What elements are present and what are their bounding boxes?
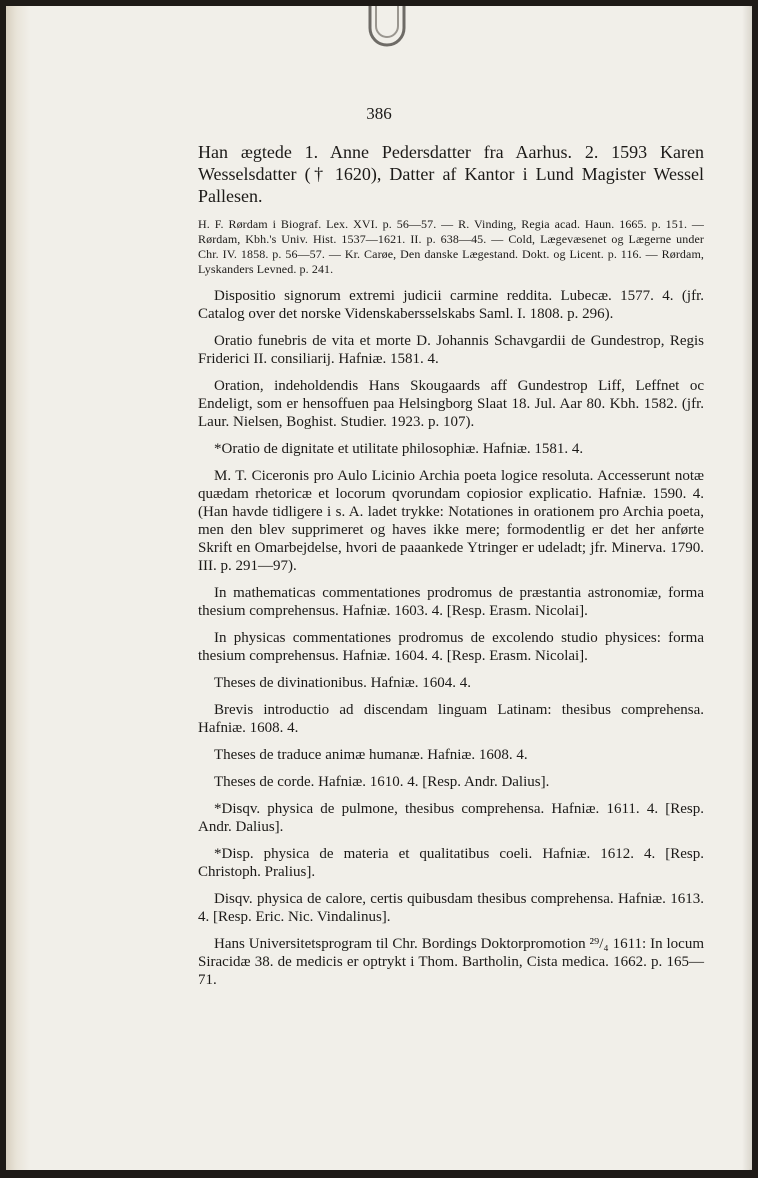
- bibliography-entry: *Disqv. physica de pulmone, thesibus comprehensa. Hafniæ. 1611. 4. [Resp. Andr. Dalius].: [198, 801, 704, 835]
- bibliography-entry: Oratio funebris de vita et morte D. Johannis Schavgardii de Gundestrop, Regis Friderici II. consiliarij. Hafniæ. 1581. 4.: [198, 333, 704, 367]
- bibliography-entry: Theses de divinationibus. Hafniæ. 1604. 4.: [214, 675, 472, 691]
- biography-heading: Han ægtede 1. Anne Pedersdatter fra Aarhus. 2. 1593 Karen Wesselsdatter († 1620), Datter af Kantor i Lund Magister Wessel Pallesen.: [198, 142, 704, 206]
- bibliography-entry: *Oratio de dignitate et utilitate philosophiæ. Hafniæ. 1581. 4.: [214, 441, 584, 457]
- bibliography-entry: *Disp. physica de materia et qualitatibus coeli. Hafniæ. 1612. 4. [Resp. Christoph. Pralius].: [198, 846, 704, 880]
- bibliography-entry: In physicas commentationes prodromus de excolendo studio physices: forma thesium comprehensus. Hafniæ. 1604. 4. [Resp. Erasm. Nicolai].: [198, 630, 704, 664]
- bibliography-entry: M. T. Ciceronis pro Aulo Licinio Archia poeta logice resoluta. Accesserunt notæ quædam rhetoricæ et locorum qvorundam copiosior explicatio. Hafniæ. 1590. 4. (Han havde tidligere i s. A. ladet trykke: Notationes in orationem pro Archia poeta, men den blev supprimeret og haves ikke mere; formodentlig er det her anførte Skrift en Omarbejdelse, hvori de paaankede Ytringer er udeladt; jfr. Minerva. 1790. III. p. 291—97).: [198, 468, 704, 574]
- bibliography-entry: Hans Universitetsprogram til Chr. Bordings Doktorpromotion ²⁹/₄ 1611: In locum Siracidæ 38. de medicis er optrykt i Thom. Bartholin, Cista medica. 1662. p. 165—71.: [198, 936, 704, 988]
- text-column: [198, 141, 704, 998]
- page-binding-shadow: [6, 6, 30, 1170]
- bibliography-entry: Brevis introductio ad discendam linguam Latinam: thesibus comprehensa. Hafniæ. 1608. 4.: [198, 702, 704, 736]
- bibliography-entry: Theses de corde. Hafniæ. 1610. 4. [Resp. Andr. Dalius].: [214, 774, 550, 790]
- page-number: 386: [366, 104, 392, 123]
- references-paragraph: H. F. Rørdam i Biograf. Lex. XVI. p. 56—57. — R. Vinding, Regia acad. Haun. 1665. p. 151. — Rørdam, Kbh.'s Univ. Hist. 1537—1621. II. p. 638—45. — Cold, Lægevæsenet og Lægerne under Chr. IV. 1858. p. 56—57. — Kr. Carøe, Den danske Lægestand. Dokt. og Licent. p. 116. — Rørdam, Lyskanders Levned. p. 241.: [198, 217, 704, 276]
- bibliography-entry: Oration, indeholdendis Hans Skougaards aff Gundestrop Liff, Leffnet oc Endeligt, som er hensoffuen paa Helsingborg Slaat 18. Jul. Aar 80. Kbh. 1582. (jfr. Laur. Nielsen, Boghist. Studier. 1923. p. 107).: [198, 378, 704, 430]
- book-page: [6, 6, 752, 1170]
- bibliography-entry: Theses de traduce animæ humanæ. Hafniæ. 1608. 4.: [214, 747, 528, 763]
- bibliography-entry: Disqv. physica de calore, certis quibusdam thesibus comprehensa. Hafniæ. 1613. 4. [Resp. Eric. Nic. Vindalinus].: [198, 891, 704, 925]
- bibliography-entry: In mathematicas commentationes prodromus de præstantia astronomiæ, forma thesium comprehensus. Hafniæ. 1603. 4. [Resp. Erasm. Nicolai].: [198, 585, 704, 619]
- page-edge-shadow: [742, 6, 752, 1170]
- bibliography-entry: Dispositio signorum extremi judicii carmine reddita. Lubecæ. 1577. 4. (jfr. Catalog over det norske Videnskabersselskabs Saml. I. 1808. p. 296).: [198, 288, 704, 322]
- paper-clip-icon: [362, 6, 412, 50]
